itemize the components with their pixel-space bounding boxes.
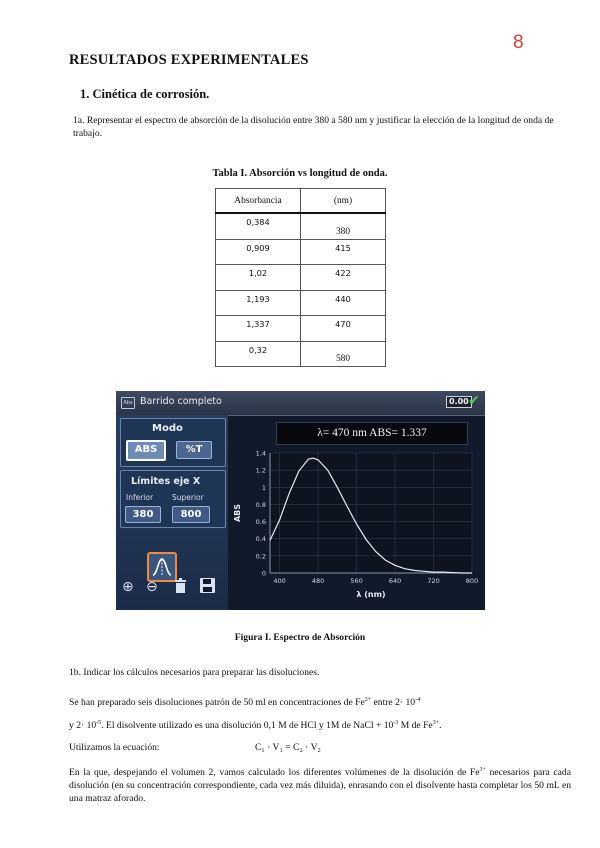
table-cell-absorbance: 1,02 <box>216 265 301 291</box>
superscript: 3+ <box>479 767 486 773</box>
zoom-out-icon[interactable]: ⊖ <box>146 579 158 595</box>
equation: C₁ · V₁ = C₂ · V₂ <box>255 742 321 753</box>
paragraph-solutions-line2 <box>69 717 441 732</box>
lower-limit-label: Inferior <box>126 493 154 502</box>
absorption-spectrum-plot <box>228 445 485 610</box>
trash-icon[interactable] <box>174 578 187 597</box>
spectrophotometer-screen <box>116 391 485 610</box>
device-title-bar <box>116 391 485 416</box>
abs-mode-button[interactable]: ABS <box>126 440 166 461</box>
device-title: Barrido completo <box>140 396 222 407</box>
table-row <box>216 341 386 367</box>
table-header-row <box>216 189 386 214</box>
table-cell-wavelength: 422 <box>301 265 386 291</box>
superscript: -3 <box>393 720 399 726</box>
floppy-shape <box>200 578 215 593</box>
table-header-wavelength: (nm) <box>301 189 386 214</box>
table-cell-wavelength: 470 <box>301 316 386 342</box>
table-cell-wavelength: 440 <box>301 290 386 316</box>
question-1b: 1b. Indicar los cálculos necesarios para preparar las disoluciones. <box>69 667 320 678</box>
x-tick-label: 800 <box>465 577 479 585</box>
x-tick-label: 720 <box>427 577 440 585</box>
table-cell-absorbance: 0,32 <box>216 341 301 367</box>
table-row <box>216 316 386 342</box>
page-heading: RESULTADOS EXPERIMENTALES <box>69 52 309 68</box>
y-tick-label: 0.2 <box>255 552 266 561</box>
table-cell-absorbance: 1,337 <box>216 316 301 342</box>
x-axis-label: λ (nm) <box>356 590 386 599</box>
table-cell-wavelength: 580 <box>301 341 386 367</box>
text-span: necesarios para cada disolución (en su concentración correspondiente, cada vez más diluida), enrasando con el disolvente hasta completar los 50 mL en una matraz aforado. <box>69 767 571 805</box>
equation-intro: Utilizamos la ecuación: <box>69 742 160 753</box>
page-number: 8 <box>513 32 524 53</box>
x-tick-label: 480 <box>311 577 325 585</box>
y-tick-label: 1.2 <box>255 466 266 475</box>
table-row <box>216 290 386 316</box>
table-header-absorbance: Absorbancia <box>216 189 301 214</box>
wavelength-abs-readout: λ= 470 nm ABS= 1.337 <box>276 422 468 445</box>
y-tick-label: 1 <box>261 483 266 492</box>
table-cell-absorbance: 1,193 <box>216 290 301 316</box>
peak-pick-button[interactable] <box>147 552 177 582</box>
table-row <box>216 239 386 265</box>
plot-area <box>270 453 472 573</box>
table-cell-absorbance: 0,909 <box>216 239 301 265</box>
y-tick-label: 1.4 <box>255 449 266 458</box>
text-span: En la que, despejando el volumen 2, vamos calculado los diferentes volúmenes de la disolución de Fe <box>69 767 480 779</box>
checkmark-icon: ✔ <box>468 393 480 409</box>
transmittance-mode-button[interactable]: %T <box>176 441 212 459</box>
upper-limit-input[interactable]: 800 <box>172 506 210 523</box>
table-row <box>216 213 386 239</box>
scan-mode-icon: Abs <box>121 397 135 409</box>
figure-caption: Figura I. Espectro de Absorción <box>234 632 366 643</box>
superscript: 2+ <box>364 697 372 703</box>
x-tick-label: 400 <box>273 577 286 585</box>
superscript: -5 <box>96 720 102 726</box>
x-tick-label: 640 <box>388 577 402 585</box>
x-tick-label: 560 <box>350 577 363 585</box>
zoom-in-icon[interactable]: ⊕ <box>122 579 134 595</box>
x-limits-label: Límites eje X <box>131 476 201 487</box>
absorbance-table <box>215 188 386 367</box>
table-cell-wavelength: 415 <box>301 239 386 265</box>
peak-icon <box>149 554 175 580</box>
y-tick-label: 0.8 <box>255 500 266 509</box>
table-cell-wavelength: 380 <box>301 213 386 239</box>
text-span: . El disolvente utilizado es una disolución 0,1 M de HCl y 1M de NaCl + 10 <box>101 720 394 732</box>
y-tick-label: 0.6 <box>255 518 266 527</box>
text-span: . <box>439 720 442 732</box>
y-tick-label: 0 <box>261 569 266 578</box>
paragraph-solutions-line1 <box>69 694 420 709</box>
text-span: Se han preparado seis disoluciones patrón de 50 ml en concentraciones de Fe <box>69 697 365 709</box>
question-1a: 1a. Representar el espectro de absorción de la disolución entre 380 a 580 nm y justificar la elección de la longitud de onda de trabajo. <box>73 115 554 139</box>
mode-label: Modo <box>152 423 183 434</box>
text-span: entre 2· 10 <box>371 697 416 709</box>
section-heading: 1. Cinética de corrosión. <box>80 87 210 101</box>
text-span: M de Fe <box>398 720 433 732</box>
y-tick-label: 0.4 <box>255 535 266 544</box>
table-row <box>216 265 386 291</box>
superscript: -4 <box>415 697 421 703</box>
upper-limit-label: Superior <box>172 493 204 502</box>
trash-shape <box>174 578 187 593</box>
superscript: 3+ <box>432 720 440 726</box>
table-cell-absorbance: 0,384 <box>216 213 301 239</box>
y-axis-label: ABS <box>233 503 242 523</box>
table-caption: Tabla I. Absorción vs longitud de onda. <box>212 168 388 179</box>
paragraph-dilution <box>69 764 571 805</box>
text-span: y 2· 10 <box>69 720 97 732</box>
zero-button[interactable]: 0.00 <box>446 396 472 408</box>
save-icon[interactable] <box>200 578 215 597</box>
lower-limit-input[interactable]: 380 <box>125 506 161 523</box>
